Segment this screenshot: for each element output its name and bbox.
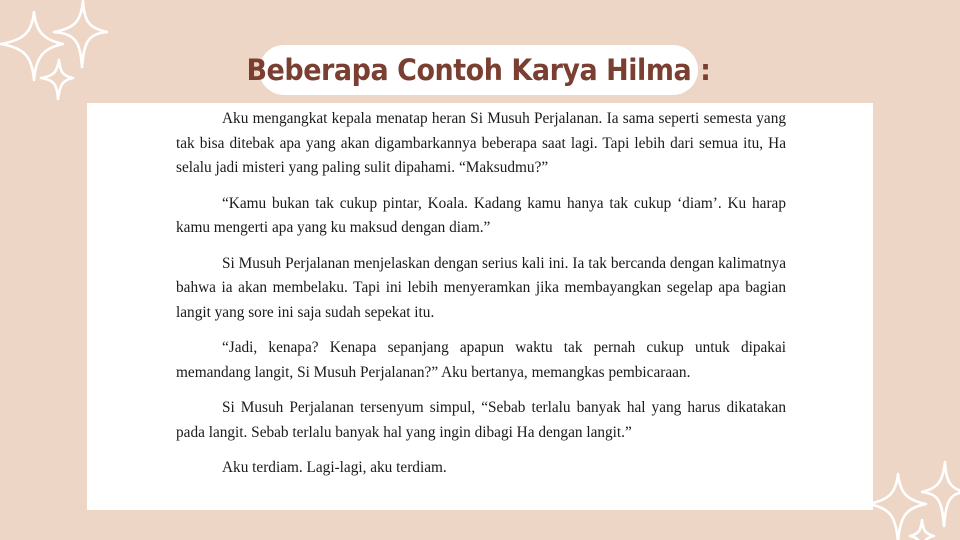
sparkle-cluster-bottom-right-icon	[872, 460, 960, 540]
paragraph-4: “Jadi, kenapa? Kenapa sepanjang apapun waktu tak pernah cukup untuk dipakai memandang langit, Si Musuh Perjalanan?” Aku bertanya, memangkas pembicaraan.	[176, 339, 786, 381]
paragraph-2: “Kamu bukan tak cukup pintar, Koala. Kadang kamu hanya tak cukup ‘diam’. Ku harap kamu mengerti apa yang ku maksud dengan diam.”	[176, 194, 786, 236]
paragraph-5: Si Musuh Perjalanan tersenyum simpul, “Sebab terlalu banyak hal yang harus dikatakan pada langit. Sebab terlalu banyak hal yang ingin dibagi Ha dengan langit.”	[176, 399, 786, 441]
paragraph-3: Si Musuh Perjalanan menjelaskan dengan serius kali ini. Ia tak bercanda dengan kalimatnya bahwa ia akan membelaku. Tapi ini lebih menyeramkan jika membayangkan segelap apa bagian langit yang sore ini saja sudah sepekat itu.	[176, 254, 786, 321]
paragraph-6: Aku terdiam. Lagi-lagi, aku terdiam.	[222, 459, 447, 476]
page-title: Beberapa Contoh Karya Hilma :	[246, 53, 711, 87]
title-pill	[246, 45, 711, 95]
paragraph-1: Aku mengangkat kepala menatap heran Si Musuh Perjalanan. Ia sama seperti semesta yang tak bisa ditebak apa yang akan digambarkannya beberapa saat lagi. Tapi lebih dari semua itu, Ha selalu jadi misteri yang paling sulit dipahami. “Maksudmu?”	[176, 110, 786, 176]
document-excerpt	[87, 103, 873, 510]
sparkle-cluster-top-left-icon	[0, 0, 120, 105]
